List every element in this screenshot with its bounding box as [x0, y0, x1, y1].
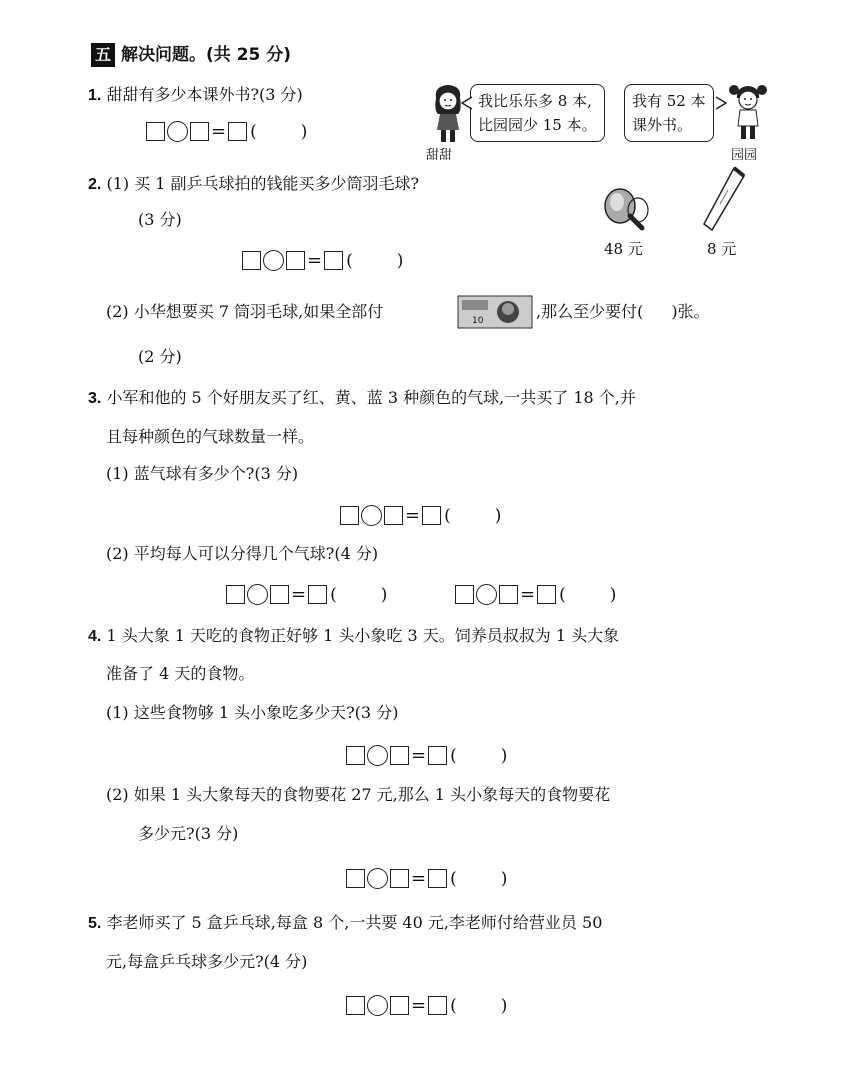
bubble-pointer-icon: [461, 96, 473, 110]
q2-part2-text-b: ,那么至少要付(: [536, 302, 644, 321]
answer-box[interactable]: [270, 585, 289, 604]
answer-box[interactable]: [390, 746, 409, 765]
answer-box[interactable]: [346, 746, 365, 765]
answer-box[interactable]: [455, 585, 474, 604]
q4-part1-equation: [346, 745, 507, 766]
name-yuanyuan: 园园: [731, 148, 758, 163]
operator-circle[interactable]: [247, 584, 268, 605]
speech-bubble-yuanyuan: [624, 84, 714, 142]
equals-sign: =: [520, 584, 536, 605]
q4-part1: (1) 这些食物够 1 头小象吃多少天?(3 分): [106, 703, 399, 722]
q2-part2-text-a: (2) 小华想要买 7 筒羽毛球,如果全部付: [106, 302, 384, 321]
q1-question: 甜甜有多少本课外书?(3 分): [106, 85, 303, 104]
shuttle-price: 8 元: [707, 240, 737, 258]
bubble-line: 我有 52 本: [632, 92, 706, 110]
q2-text: [88, 173, 419, 196]
unit-blank[interactable]: ( ): [450, 995, 508, 1016]
bubble-line: 课外书。: [632, 116, 693, 134]
q3-number: 3.: [88, 390, 102, 407]
equals-sign: =: [405, 505, 421, 526]
q3-text-line1: [88, 387, 636, 410]
q2-part1: (1) 买 1 副乒乓球拍的钱能买多少筒羽毛球?: [106, 174, 420, 193]
q1-text: [88, 84, 303, 107]
equals-sign: =: [411, 745, 427, 766]
q3-part1: (1) 蓝气球有多少个?(3 分): [106, 464, 299, 483]
racket-price: 48 元: [604, 240, 643, 258]
q2-part2-score: (2 分): [138, 347, 182, 366]
shuttlecock-tube-icon: [700, 164, 750, 236]
answer-box[interactable]: [308, 585, 327, 604]
answer-box[interactable]: [422, 506, 441, 525]
q4-number: 4.: [88, 628, 102, 645]
answer-box[interactable]: [346, 869, 365, 888]
answer-box[interactable]: [346, 996, 365, 1015]
q2-part2-text-c: )张。: [671, 302, 710, 321]
answer-box[interactable]: [428, 869, 447, 888]
answer-box[interactable]: [228, 122, 247, 141]
unit-blank[interactable]: ( ): [250, 121, 308, 142]
equals-sign: =: [307, 250, 323, 271]
q4-part2-line1: (2) 如果 1 头大象每天的食物要花 27 元,那么 1 头小象每天的食物要花: [106, 785, 611, 804]
equals-sign: =: [411, 995, 427, 1016]
speech-bubble-tiantian: [470, 84, 605, 142]
q2-part1-score: (3 分): [138, 210, 182, 229]
q3-part2-equation-b: [455, 584, 616, 605]
operator-circle[interactable]: [263, 250, 284, 271]
q1-number: 1.: [88, 87, 102, 104]
svg-text:10: 10: [472, 316, 484, 326]
q3-part1-equation: [340, 505, 501, 526]
ping-pong-paddle-icon: [600, 182, 650, 234]
q4-part2-line2: 多少元?(3 分): [138, 824, 239, 843]
answer-box[interactable]: [390, 996, 409, 1015]
q5-equation: [346, 995, 507, 1016]
operator-circle[interactable]: [367, 995, 388, 1016]
q1-equation: [146, 121, 307, 142]
operator-circle[interactable]: [367, 868, 388, 889]
unit-blank[interactable]: ( ): [450, 745, 508, 766]
answer-box[interactable]: [324, 251, 343, 270]
q3-part2: (2) 平均每人可以分得几个气球?(4 分): [106, 544, 379, 563]
equals-sign: =: [211, 121, 227, 142]
answer-box[interactable]: [146, 122, 165, 141]
q3-text-line2: 且每种颜色的气球数量一样。: [106, 427, 315, 446]
q3-question: 小军和他的 5 个好朋友买了红、黄、蓝 3 种颜色的气球,一共买了 18 个,并: [106, 388, 636, 407]
unit-blank[interactable]: ( ): [444, 505, 502, 526]
unit-blank[interactable]: ( ): [559, 584, 617, 605]
banknote-icon: [456, 292, 534, 332]
answer-box[interactable]: [340, 506, 359, 525]
answer-box[interactable]: [390, 869, 409, 888]
answer-box[interactable]: [428, 996, 447, 1015]
operator-circle[interactable]: [367, 745, 388, 766]
q4-question: 1 头大象 1 天吃的食物正好够 1 头小象吃 3 天。饲养员叔叔为 1 头大象: [106, 626, 620, 645]
section-title: 解决问题。(共 25 分): [121, 45, 292, 65]
q2-equation: [242, 250, 403, 271]
operator-circle[interactable]: [167, 121, 188, 142]
q5-text-line1: [88, 912, 602, 935]
equals-sign: =: [291, 584, 307, 605]
unit-blank[interactable]: ( ): [330, 584, 388, 605]
q4-text-line2: 准备了 4 天的食物。: [106, 664, 255, 683]
answer-box[interactable]: [537, 585, 556, 604]
answer-box[interactable]: [286, 251, 305, 270]
section-header: [91, 40, 291, 67]
q5-text-line2: 元,每盒乒乓球多少元?(4 分): [106, 952, 308, 971]
q2-part2-rest: [536, 301, 710, 323]
section-badge: 五: [91, 43, 115, 67]
answer-box[interactable]: [242, 251, 261, 270]
answer-box[interactable]: [190, 122, 209, 141]
answer-box[interactable]: [499, 585, 518, 604]
name-tiantian: 甜甜: [426, 148, 453, 163]
q3-part2-equation-a: [226, 584, 387, 605]
q2-part2: [106, 301, 383, 323]
operator-circle[interactable]: [361, 505, 382, 526]
answer-box[interactable]: [226, 585, 245, 604]
bubble-line: 我比乐乐多 8 本,: [478, 92, 592, 110]
q5-question: 李老师买了 5 盒乒乓球,每盒 8 个,一共要 40 元,李老师付给营业员 50: [106, 913, 603, 932]
q2-number: 2.: [88, 176, 102, 193]
q4-part2-equation: [346, 868, 507, 889]
answer-box[interactable]: [384, 506, 403, 525]
unit-blank[interactable]: ( ): [450, 868, 508, 889]
unit-blank[interactable]: ( ): [346, 250, 404, 271]
q4-text-line1: [88, 625, 619, 648]
girl-yuanyuan-icon: [724, 80, 772, 142]
bubble-line: 比园园少 15 本。: [478, 116, 597, 134]
equals-sign: =: [411, 868, 427, 889]
girl-tiantian-icon: [424, 80, 472, 150]
q5-number: 5.: [88, 915, 102, 932]
answer-box[interactable]: [428, 746, 447, 765]
operator-circle[interactable]: [476, 584, 497, 605]
